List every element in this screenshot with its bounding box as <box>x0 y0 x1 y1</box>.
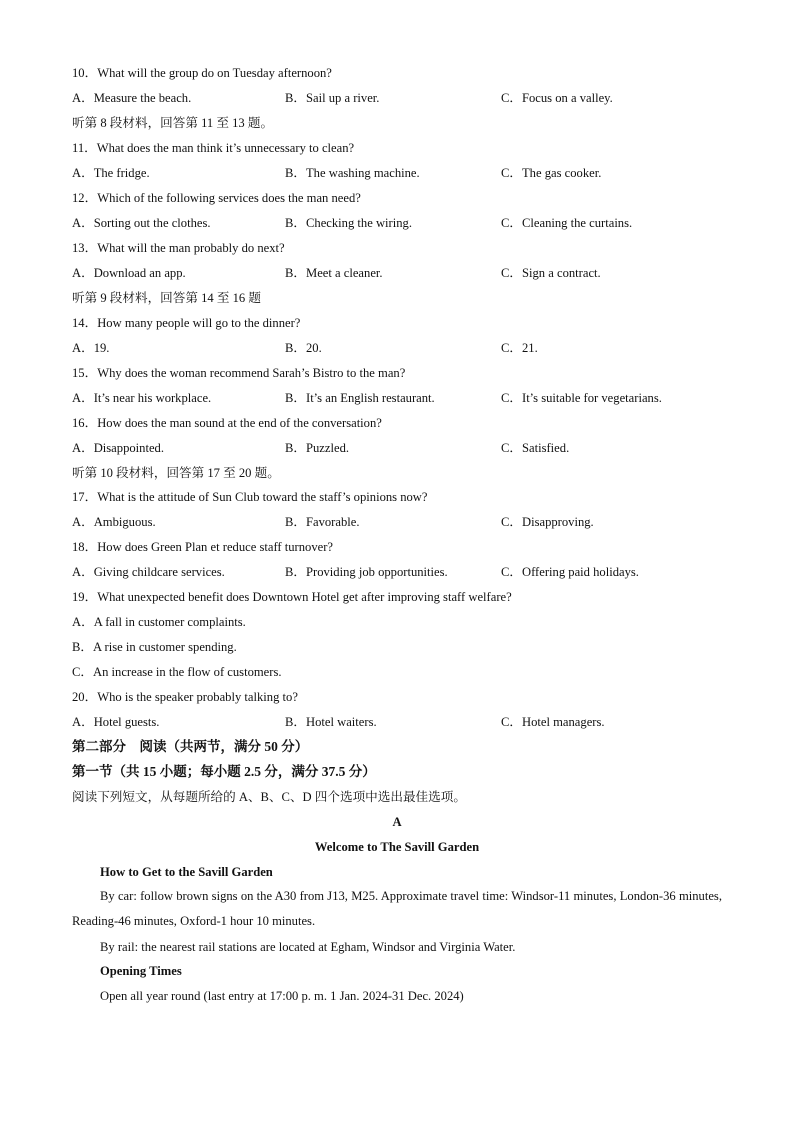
option-c: C．Cleaning the curtains. <box>501 216 633 230</box>
option-a: A．Download an app. <box>72 266 186 280</box>
question-19-option-b: B．A rise in customer spending. <box>72 640 237 654</box>
option-c: C．Disapproving. <box>501 515 594 529</box>
section-1-title: 第一节（共 15 小题；每小题 2.5 分，满分 37.5 分） <box>72 764 376 779</box>
opening-times-heading: Opening Times <box>100 964 182 978</box>
question-13-options <box>72 265 732 281</box>
option-c: C．21. <box>501 341 538 355</box>
option-c: C．Hotel managers. <box>501 715 605 729</box>
question-10-stem: 10．What will the group do on Tuesday afternoon? <box>72 66 332 80</box>
option-c: C．It’s suitable for vegetarians. <box>501 391 662 405</box>
question-15-stem: 15．Why does the woman recommend Sarah’s Bistro to the man? <box>72 366 406 380</box>
option-a: A．The fridge. <box>72 166 150 180</box>
section-8-instruction: 听第 8 段材料，回答第 11 至 13 题。 <box>72 116 274 130</box>
option-a: A．Hotel guests. <box>72 715 160 729</box>
option-b: B．Sail up a river. <box>285 91 380 105</box>
option-b: B．Meet a cleaner. <box>285 266 383 280</box>
question-10-options <box>72 90 732 106</box>
option-b: B．20. <box>285 341 322 355</box>
question-19-option-c: C．An increase in the flow of customers. <box>72 665 282 679</box>
question-12-options <box>72 215 732 231</box>
question-20-stem: 20．Who is the speaker probably talking to? <box>72 690 298 704</box>
option-c: C．Sign a contract. <box>501 266 601 280</box>
option-a: A．Measure the beach. <box>72 91 192 105</box>
option-a: A．19. <box>72 341 110 355</box>
question-12-stem: 12．Which of the following services does the man need? <box>72 191 361 205</box>
question-20-options <box>72 714 732 730</box>
option-a: A．Disappointed. <box>72 441 164 455</box>
question-19-option-a: A．A fall in customer complaints. <box>72 615 246 629</box>
question-14-stem: 14．How many people will go to the dinner? <box>72 316 301 330</box>
section-9-instruction: 听第 9 段材料，回答第 14 至 16 题 <box>72 291 261 305</box>
question-17-stem: 17．What is the attitude of Sun Club toward the staff’s opinions now? <box>72 490 428 504</box>
option-b: B．Favorable. <box>285 515 360 529</box>
option-c: C．Focus on a valley. <box>501 91 613 105</box>
part-2-title: 第二部分 阅读（共两节，满分 50 分） <box>72 739 309 754</box>
option-a: A．It’s near his workplace. <box>72 391 212 405</box>
question-16-stem: 16．How does the man sound at the end of the conversation? <box>72 416 382 430</box>
option-b: B．The washing machine. <box>285 166 420 180</box>
reading-instructions: 阅读下列短文，从每题所给的 A、B、C、D 四个选项中选出最佳选项。 <box>72 790 466 804</box>
section-10-instruction: 听第 10 段材料，回答第 17 至 20 题。 <box>72 466 280 480</box>
passage-title: Welcome to The Savill Garden <box>314 840 480 854</box>
question-18-options <box>72 564 732 580</box>
question-15-options <box>72 390 732 406</box>
question-11-options <box>72 165 732 181</box>
question-19-stem: 19．What unexpected benefit does Downtown Hotel get after improving staff welfare? <box>72 590 512 604</box>
option-a: A．Ambiguous. <box>72 515 156 529</box>
opening-times-text: Open all year round (last entry at 17:00 p. m. 1 Jan. 2024-31 Dec. 2024) <box>100 989 464 1003</box>
option-c: C．Offering paid holidays. <box>501 565 639 579</box>
option-b: B．Providing job opportunities. <box>285 565 448 579</box>
option-a: A．Sorting out the clothes. <box>72 216 211 230</box>
option-b: B．It’s an English restaurant. <box>285 391 435 405</box>
directions-heading: How to Get to the Savill Garden <box>100 865 273 879</box>
option-c: C．The gas cooker. <box>501 166 602 180</box>
question-14-options <box>72 340 732 356</box>
question-16-options <box>72 440 732 456</box>
by-car-paragraph: By car: follow brown signs on the A30 from J13, M25. Approximate travel time: Windsor-11 minutes, London-36 minutes, Reading-46 minutes, Oxford-1 hour 10 minutes. <box>72 889 722 928</box>
option-b: B．Puzzled. <box>285 441 350 455</box>
option-a: A．Giving childcare services. <box>72 565 225 579</box>
question-17-options <box>72 514 732 530</box>
passage-letter: A <box>392 815 402 829</box>
question-11-stem: 11．What does the man think it’s unnecessary to clean? <box>72 141 355 155</box>
question-18-stem: 18．How does Green Plan et reduce staff turnover? <box>72 540 334 554</box>
option-b: B．Checking the wiring. <box>285 216 412 230</box>
question-13-stem: 13．What will the man probably do next? <box>72 241 285 255</box>
option-b: B．Hotel waiters. <box>285 715 377 729</box>
option-c: C．Satisfied. <box>501 441 570 455</box>
by-rail-paragraph: By rail: the nearest rail stations are located at Egham, Windsor and Virginia Water. <box>100 940 516 954</box>
